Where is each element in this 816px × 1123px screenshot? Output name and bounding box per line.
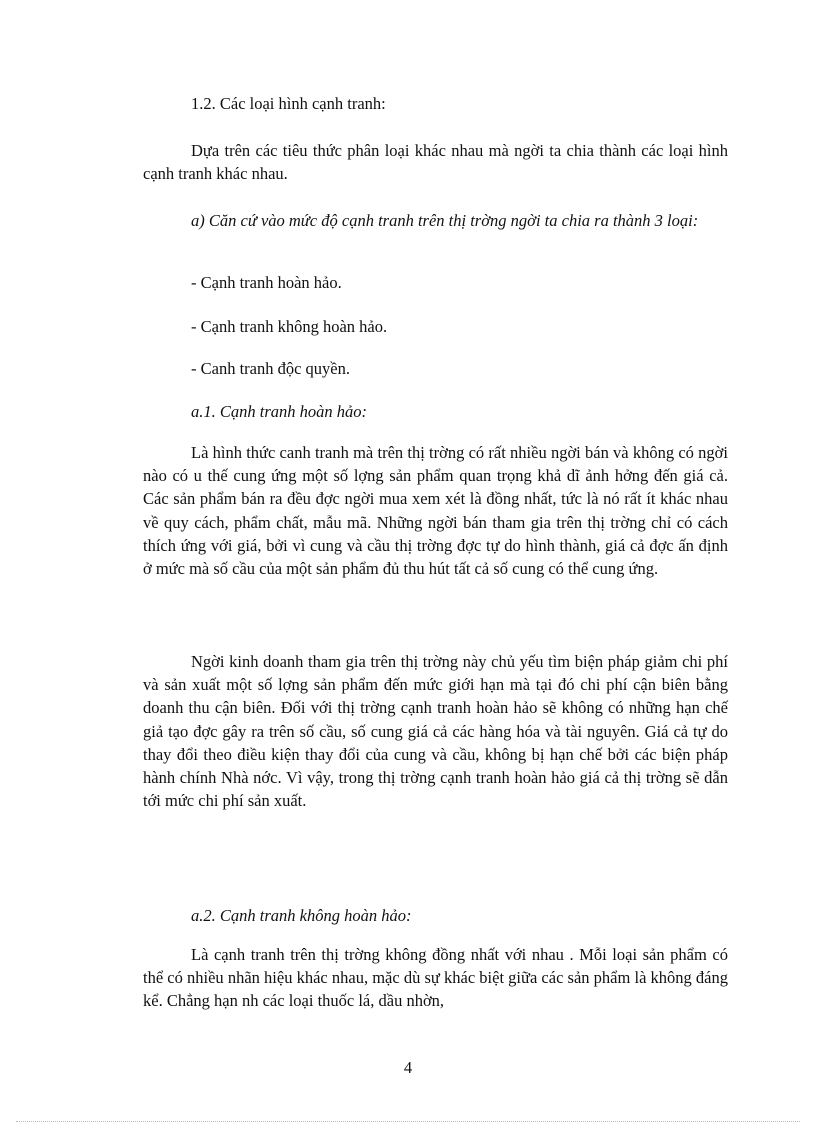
list-item: - Canh tranh độc quyền. [191,359,350,378]
list-item: - Cạnh tranh hoàn hảo. [191,273,342,292]
page-number: 4 [403,1058,413,1077]
list-item: - Cạnh tranh không hoàn hảo. [191,317,388,336]
intro-paragraph: Dựa trên các tiêu thức phân loại khác nhau mà ngời ta chia thành các loại hình cạnh tranh khác nhau. [143,141,728,184]
section-heading: 1.2. Các loại hình cạnh tranh: [191,94,386,113]
paragraph-a1-2: Ngời kinh doanh tham gia trên thị trờng này chủ yếu tìm biện pháp giảm chi phí và sản xuất một số lợng sản phẩm đến mức giới hạn mà tại đó chi phí cận biên bằng doanh thu cận biên. Đối với thị trờng cạnh tranh hoàn hảo sẽ không có những hạn chế giả tạo đợc gây ra trên số cầu, số cung giá cả các hàng hóa và tài nguyên. Giá cả tự do thay đổi theo điều kiện thay đổi của cung và cầu, không bị hạn chế bởi các biện pháp hành chính Nhà nớc. Vì vậy, trong thị trờng cạnh tranh hoàn hảo giá cả thị trờng sẽ dẫn tới mức chi phí sản xuất. [143,652,728,811]
subheading-a2: a.2. Cạnh tranh không hoàn hảo: [191,906,412,925]
paragraph-a2-1: Là cạnh tranh trên thị trờng không đồng nhất với nhau . Mỗi loại sản phẩm có thể có nhiều nhãn hiệu khác nhau, mặc dù sự khác biệt giữa các sản phẩm là không đáng kể. Chẳng hạn nh các loại thuốc lá, dầu nhờn, [143,945,728,1011]
criteria-a-paragraph: a) Căn cứ vào mức độ cạnh tranh trên thị trờng ngời ta chia ra thành 3 loại: [191,211,699,230]
paragraph-a1-1: Là hình thức canh tranh mà trên thị trờng có rất nhiều ngời bán và không có ngời nào có u thế cung ứng một số lợng sản phẩm quan trọng khả dĩ ảnh hởng đến giá cả. Các sản phẩm bán ra đều đợc ngời mua xem xét là đồng nhất, tức là nó rất ít khác nhau về quy cách, phẩm chất, mẫu mã. Những ngời bán tham gia trên thị trờng chỉ có cách thích ứng với giá, bởi vì cung và cầu thị trờng đợc tự do hình thành, giá cả đợc ấn định ở mức mà số cầu của một sản phẩm đủ thu hút tất cả số cung có thể cung ứng. [143,443,728,579]
page-bottom-divider [16,1121,800,1122]
subheading-a1: a.1. Cạnh tranh hoàn hảo: [191,402,368,421]
